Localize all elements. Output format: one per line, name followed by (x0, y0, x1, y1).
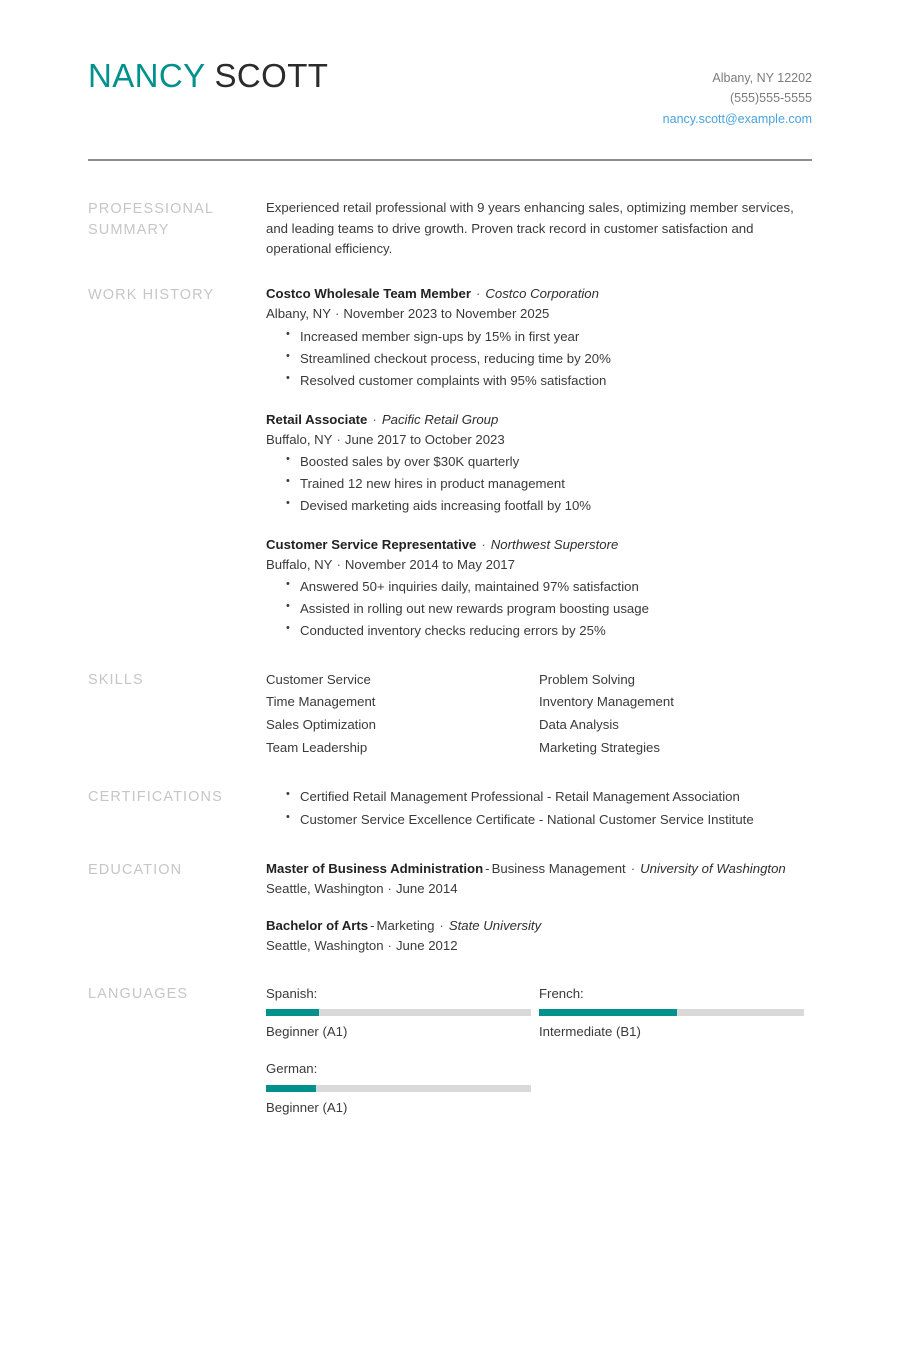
section-label-education: EDUCATION (88, 861, 183, 878)
section-label-languages: LANGUAGES (88, 986, 189, 1003)
education-degree: Bachelor of Arts (266, 917, 369, 933)
job-bullet: • Boosted sales by over $30K quarterly (300, 451, 812, 473)
language-proficiency-bar (539, 1009, 804, 1016)
job-bullet: • Resolved customer complaints with 95% satisfaction (300, 370, 812, 392)
contact-block (663, 58, 812, 129)
contact-email[interactable]: nancy.scott@example.com (662, 111, 812, 126)
section-label-certifications: CERTIFICATIONS (88, 789, 223, 806)
education-meta (266, 936, 812, 956)
job-dates: November 2014 to May 2017 (344, 556, 515, 572)
language-item (539, 983, 812, 1042)
language-name: French: (539, 986, 584, 1002)
skill-item: Time Management (266, 694, 376, 710)
language-proficiency-fill (266, 1009, 319, 1016)
job-entry (266, 535, 812, 642)
skill-item: Marketing Strategies (539, 739, 660, 755)
job-location: Albany, NY (266, 306, 331, 322)
certification-item: • Certified Retail Management Professional - Retail Management Association (300, 786, 812, 809)
job-meta (266, 430, 812, 450)
skill-item: Sales Optimization (266, 716, 376, 732)
education-entry (266, 859, 812, 899)
header-divider (88, 159, 812, 161)
certification-item: • Customer Service Excellence Certificate - National Customer Service Institute (300, 809, 812, 832)
job-location: Buffalo, NY (266, 556, 333, 572)
language-name: German: (266, 1061, 318, 1077)
education-separator-icon: · (630, 860, 636, 876)
education-separator-icon: · (439, 917, 444, 933)
languages-body (266, 983, 812, 1134)
education-school: University of Washington (640, 860, 786, 876)
education-location: Seattle, Washington (266, 937, 384, 953)
job-title: Costco Wholesale Team Member (266, 286, 471, 302)
language-level: Beginner (A1) (266, 1024, 348, 1040)
job-company: Pacific Retail Group (381, 411, 499, 427)
education-degree-line (266, 916, 812, 936)
skills-columns (266, 669, 812, 760)
skills-column-right (539, 669, 812, 760)
section-label-skills: SKILLS (88, 671, 144, 688)
education-date: June 2014 (395, 880, 458, 896)
education-location: Seattle, Washington (266, 880, 384, 896)
contact-phone[interactable]: (555)555-5555 (729, 91, 812, 106)
education-major: Marketing (376, 917, 435, 933)
section-work-history (88, 284, 812, 642)
certifications-body (266, 786, 812, 831)
skills-body (266, 669, 812, 760)
skill-item: Problem Solving (539, 671, 636, 687)
job-title: Customer Service Representative (266, 537, 477, 553)
job-dates: June 2017 to October 2023 (344, 431, 505, 447)
job-bullets (266, 576, 812, 642)
education-date: June 2012 (395, 937, 458, 953)
job-entry (266, 284, 812, 391)
job-location: Buffalo, NY (266, 431, 333, 447)
candidate-name (88, 58, 328, 94)
job-bullets (266, 451, 812, 517)
education-degree-line (266, 859, 812, 879)
section-education (88, 859, 812, 957)
job-bullet: • Assisted in rolling out new rewards program boosting usage (300, 598, 812, 620)
job-separator-icon: · (475, 286, 481, 302)
job-company: Costco Corporation (485, 286, 599, 302)
job-bullet: • Streamlined checkout process, reducing time by 20% (300, 348, 812, 370)
section-skills (88, 669, 812, 760)
section-professional-summary (88, 198, 812, 261)
job-meta-separator-icon: · (336, 556, 341, 572)
language-proficiency-bar (266, 1009, 531, 1016)
languages-grid (266, 983, 812, 1134)
job-bullet: • Trained 12 new hires in product management (300, 473, 812, 495)
language-proficiency-fill (266, 1085, 316, 1092)
certification-list (266, 786, 812, 831)
job-title: Retail Associate (266, 411, 368, 427)
job-entry (266, 410, 812, 517)
job-separator-icon: · (372, 411, 377, 427)
job-bullet: • Conducted inventory checks reducing errors by 25% (300, 620, 812, 642)
skill-item: Customer Service (266, 671, 371, 687)
skill-item: Data Analysis (539, 716, 619, 732)
first-name: NANCY (88, 57, 205, 94)
section-languages (88, 983, 812, 1134)
education-degree: Master of Business Administration (266, 860, 484, 876)
education-meta-separator-icon: · (387, 937, 392, 953)
job-title-line (266, 284, 812, 304)
education-dash-icon: - (485, 860, 490, 876)
job-meta (266, 555, 812, 575)
language-level: Intermediate (B1) (539, 1024, 641, 1040)
job-meta-separator-icon: · (336, 431, 341, 447)
section-certifications (88, 786, 812, 831)
section-label-summary: PROFESSIONAL SUMMARY (88, 200, 214, 238)
education-body (266, 859, 812, 957)
job-title-line (266, 410, 812, 430)
education-dash-icon: - (370, 917, 375, 933)
language-item (266, 983, 539, 1042)
education-school: State University (448, 917, 542, 933)
skill-item: Inventory Management (539, 694, 674, 710)
job-dates: November 2023 to November 2025 (343, 306, 550, 322)
work-history-body (266, 284, 812, 642)
language-item (266, 1058, 539, 1117)
job-bullet: • Devised marketing aids increasing footfall by 10% (300, 495, 812, 517)
summary-text: Experienced retail professional with 9 years enhancing sales, optimizing member services, and leading teams to drive growth. Proven track record in customer satisfaction and operational efficiency. (266, 199, 794, 257)
skills-column-left (266, 669, 539, 760)
job-company: Northwest Superstore (490, 537, 619, 553)
job-title-line (266, 535, 812, 555)
job-bullet: • Answered 50+ inquiries daily, maintained 97% satisfaction (300, 576, 812, 598)
education-meta (266, 879, 812, 899)
education-entry (266, 916, 812, 956)
language-level: Beginner (A1) (266, 1099, 348, 1115)
resume-header (88, 0, 812, 129)
section-label-work-history: WORK HISTORY (88, 287, 215, 304)
language-name: Spanish: (266, 986, 318, 1002)
last-name: SCOTT (214, 57, 329, 94)
job-meta (266, 304, 812, 324)
education-major: Business Management (491, 860, 626, 876)
skill-item: Team Leadership (266, 739, 368, 755)
contact-location: Albany, NY 12202 (712, 71, 812, 85)
summary-body (266, 198, 812, 261)
job-separator-icon: · (481, 537, 486, 553)
language-proficiency-bar (266, 1085, 531, 1092)
job-bullet: • Increased member sign-ups by 15% in first year (300, 326, 812, 348)
job-meta-separator-icon: · (335, 306, 340, 322)
education-meta-separator-icon: · (387, 880, 392, 896)
language-proficiency-fill (539, 1009, 677, 1016)
job-bullets (266, 326, 812, 392)
